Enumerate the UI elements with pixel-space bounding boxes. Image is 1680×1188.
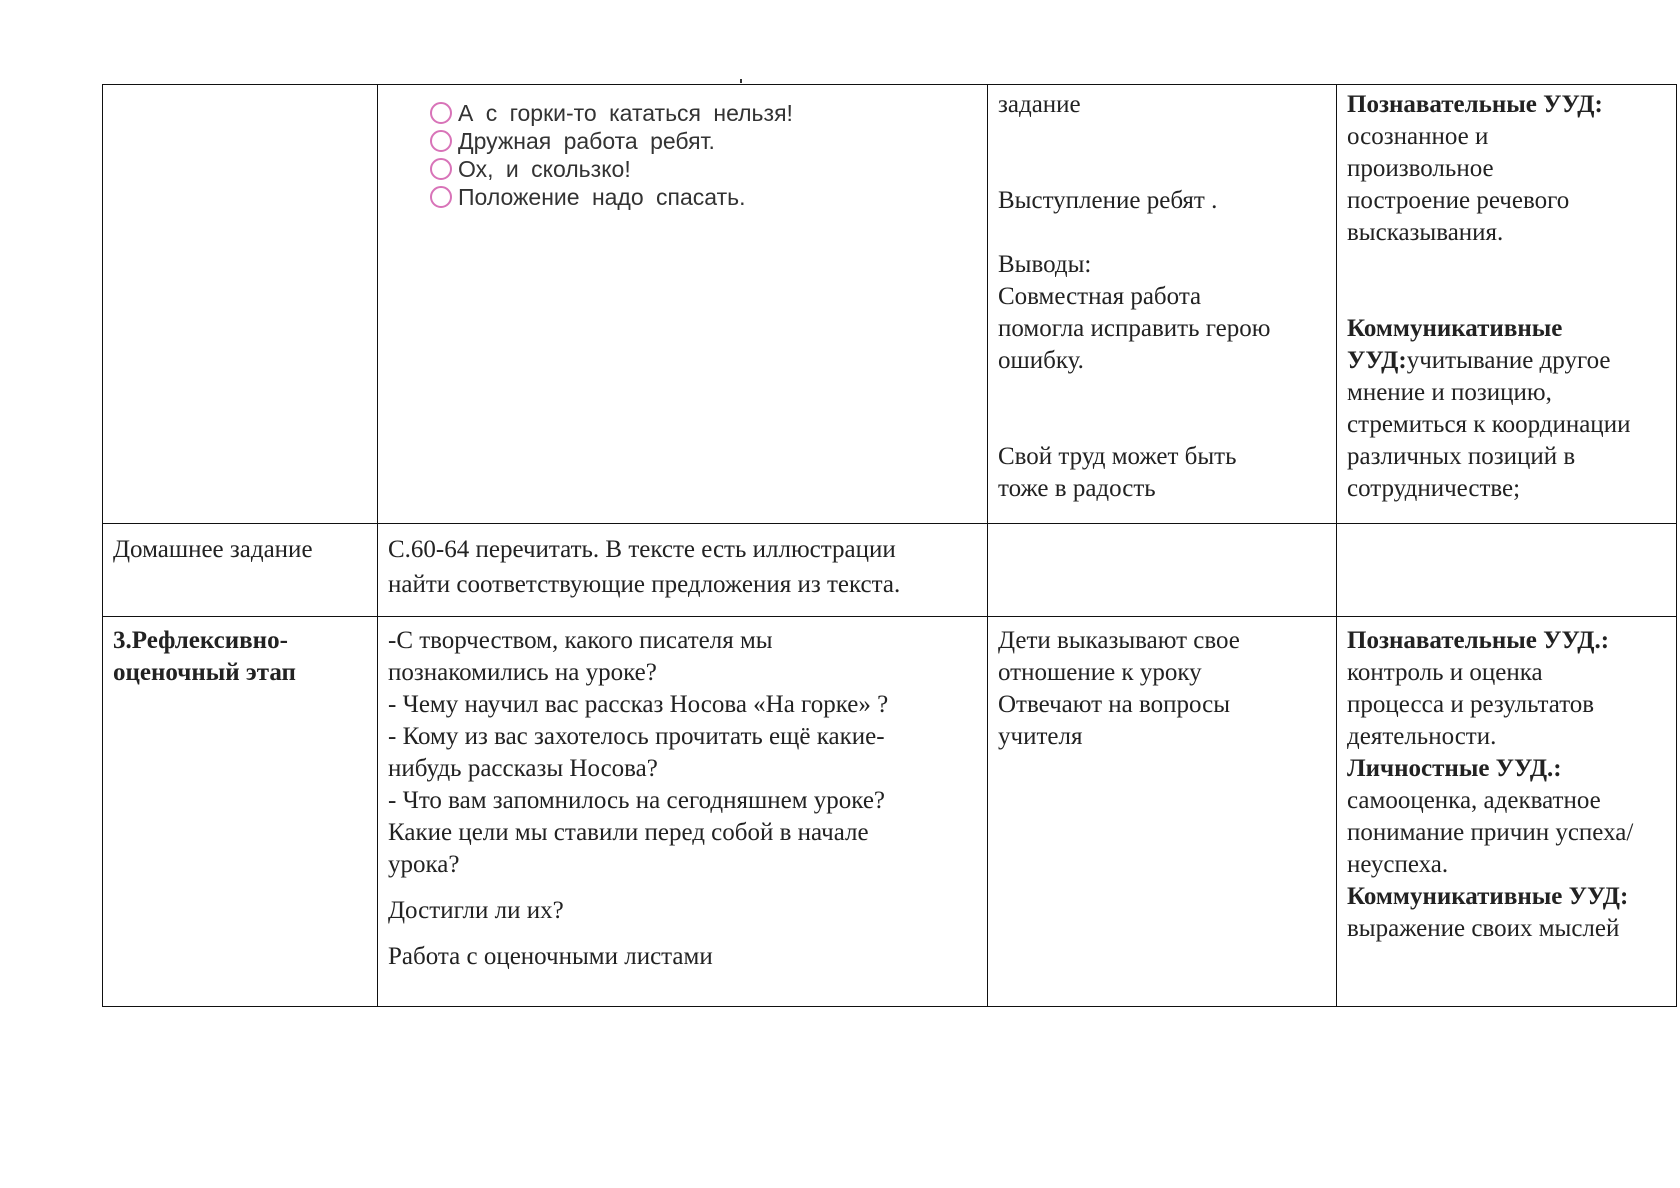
uud-cell: Познавательные УУД: осознанное и произвольное построение речевого высказывания. Коммуникативные УУД:учитывание другое мнение и позицию, стремиться к координации различных позиций в сотрудничестве; — [1337, 85, 1677, 524]
student-activity-cell: задание Выступление ребят . Выводы: Совместная работа помогла исправить герою ошибку. Свой труд может быть тоже в радость — [988, 85, 1337, 524]
list-item: Положение надо спасать. — [430, 183, 977, 211]
student-activity-cell-empty — [988, 524, 1337, 617]
uud-cell: Познавательные УУД.: контроль и оценка процесса и результатов деятельности. Личностные УУД.: самооценка, адекватное понимание причин успеха/ неуспеха. Коммуникативные УУД: выражение своих мыслей — [1337, 617, 1677, 1007]
list-item: А с горки-то кататься нельзя! — [430, 99, 977, 127]
list-item: Дружная работа ребят. — [430, 127, 977, 155]
radio-circle-icon — [430, 186, 452, 208]
stage-cell-empty — [103, 85, 378, 524]
teacher-activity-cell — [378, 85, 988, 524]
radio-circle-icon — [430, 102, 452, 124]
cropped-text-fragment — [740, 79, 742, 83]
stage-cell: 3.Рефлексивно- оценочный этап — [103, 617, 378, 1007]
student-activity-cell: Дети выказывают свое отношение к уроку Отвечают на вопросы учителя — [988, 617, 1337, 1007]
title-options-list — [388, 89, 977, 211]
lesson-plan-table — [102, 84, 1677, 1007]
radio-circle-icon — [430, 158, 452, 180]
table-row — [103, 617, 1677, 1007]
list-item: Ох, и скользко! — [430, 155, 977, 183]
uud-cell-empty — [1337, 524, 1677, 617]
table-row — [103, 524, 1677, 617]
radio-circle-icon — [430, 130, 452, 152]
teacher-activity-cell: С.60-64 перечитать. В тексте есть иллюстрации найти соответствующие предложения из текста. — [378, 524, 988, 617]
table-row — [103, 85, 1677, 524]
teacher-activity-cell: -С творчеством, какого писателя мы познакомились на уроке? - Чему научил вас рассказ Носова «На горке» ? - Кому из вас захотелось прочитать ещё какие- нибудь рассказы Носова? - Что вам запомнилось на сегодняшнем уроке? Какие цели мы ставили перед собой в начале урока? Достигли ли их? Работа с оценочными листами — [378, 617, 988, 1007]
stage-cell: Домашнее задание — [103, 524, 378, 617]
